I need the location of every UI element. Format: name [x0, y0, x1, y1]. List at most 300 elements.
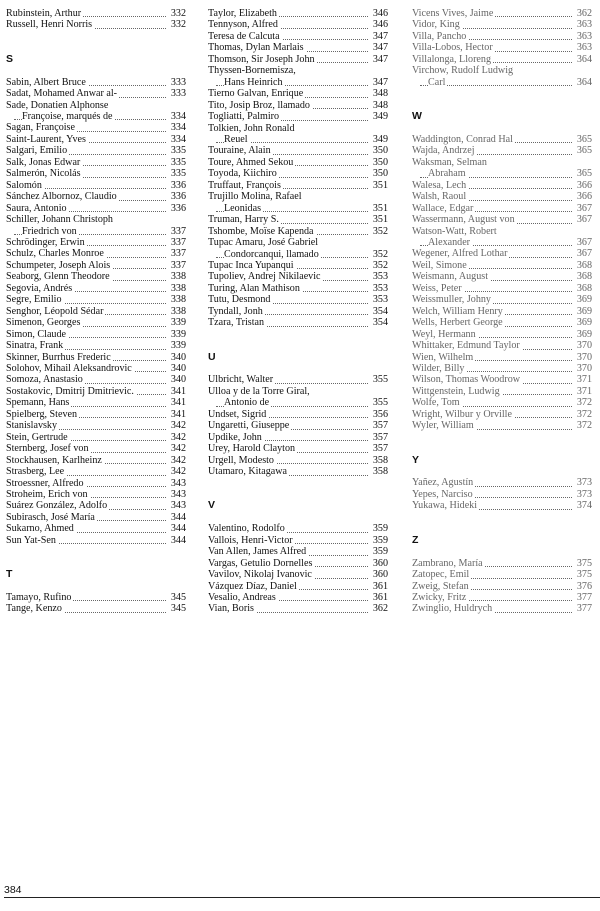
entry-name: Sukarno, Ahmed	[6, 523, 74, 535]
entry-page-number: 366	[576, 191, 592, 203]
entry-page-number: 363	[576, 42, 592, 54]
entry-page-number: 357	[372, 420, 388, 432]
index-column-2	[208, 8, 388, 615]
entry-name: Van Allen, James Alfred	[208, 546, 307, 558]
entry-name: Solohov, Mihail Aleksandrovic	[6, 363, 132, 374]
entry-name: Thomas, Dylan Marlais	[208, 42, 304, 54]
spacer	[6, 31, 186, 42]
entry-name: Salgari, Emilio	[6, 145, 68, 157]
entry-page-number: 374	[576, 500, 592, 512]
index-entry	[6, 226, 186, 237]
entry-name: Vian, Boris	[208, 603, 254, 615]
index-entry	[6, 134, 186, 145]
spacer	[208, 489, 388, 500]
entry-page-number: 342	[170, 431, 186, 443]
entry-name: Tange, Kenzo	[6, 603, 62, 615]
entry-name: Tyndall, Jonh	[208, 305, 263, 317]
entry-name: Schulz, Charles Monroe	[6, 248, 104, 260]
entry-page-number: 368	[576, 271, 592, 283]
entry-name: Taylor, Elizabeth	[208, 8, 277, 19]
entry-name: Wassermann, August von	[412, 214, 515, 226]
entry-page-number: 340	[170, 374, 186, 386]
entry-page-number: 358	[372, 454, 388, 466]
entry-page-number: 349	[372, 111, 388, 123]
entry-page-number: 348	[372, 88, 388, 100]
entry-name: Seaborg, Glenn Theodore	[6, 271, 110, 283]
index-entry	[412, 283, 592, 294]
index-entry	[208, 455, 388, 466]
entry-page-number: 340	[170, 363, 186, 374]
entry-name: Turing, Alan Mathison	[208, 282, 300, 294]
entry-name: Villalonga, Lloreng	[412, 53, 491, 65]
index-entry	[412, 248, 592, 259]
index-entry	[208, 111, 388, 122]
index-entry	[6, 397, 186, 408]
spacer	[208, 478, 388, 489]
spacer	[412, 123, 592, 134]
index-entry	[208, 466, 388, 477]
index-entry	[208, 420, 388, 431]
entry-page-number: 357	[372, 443, 388, 455]
entry-name: Ulbricht, Walter	[208, 374, 274, 386]
entry-name: Teresa de Calcuta	[208, 30, 280, 42]
entry-page-number: 339	[170, 340, 186, 352]
entry-page-number: 369	[576, 305, 592, 317]
entry-page-number: 354	[372, 317, 388, 329]
index-entry	[6, 386, 186, 397]
entry-name: Schumpeter, Joseph Alois	[6, 259, 111, 271]
index-entry	[6, 100, 186, 111]
entry-page-number: 365	[576, 133, 592, 145]
entry-page-number: 343	[170, 477, 186, 489]
entry-page-number: 333	[170, 76, 186, 88]
entry-page-number: 342	[170, 454, 186, 466]
index-entry	[412, 260, 592, 271]
entry-page-number: 341	[170, 397, 186, 409]
index-entry	[6, 191, 186, 202]
entry-name: Antonio de	[224, 397, 270, 409]
entry-name: Walsh, Raoul	[412, 191, 467, 203]
entry-name: Wells, Herbert George	[412, 317, 503, 329]
entry-name: Tupac Inca Yupanqui	[208, 259, 294, 271]
index-entry	[6, 535, 186, 546]
index-entry	[208, 581, 388, 592]
index-entry	[6, 157, 186, 168]
entry-name: Vavilov, Nikolaj Ivanovic	[208, 569, 312, 581]
index-entry	[208, 443, 388, 454]
index-entry	[412, 581, 592, 592]
entry-name: Friedrich von	[22, 225, 77, 237]
entry-name: Segre, Emilio	[6, 294, 62, 306]
entry-page-number: 364	[576, 53, 592, 65]
index-entry	[412, 134, 592, 145]
entry-name: Saura, Antonio	[6, 202, 67, 214]
index-entry	[412, 214, 592, 225]
entry-name: Suárez González, Adolfo	[6, 500, 108, 512]
entry-page-number: 365	[576, 168, 592, 180]
index-entry	[6, 317, 186, 328]
entry-page-number: 369	[576, 328, 592, 340]
entry-page-number: 357	[372, 431, 388, 443]
index-entry	[6, 203, 186, 214]
entry-page-number: 350	[372, 145, 388, 157]
entry-name: Weyl, Hermann	[412, 328, 476, 340]
index-entry	[412, 19, 592, 30]
entry-page-number: 335	[170, 156, 186, 168]
index-entry	[412, 409, 592, 420]
entry-page-number: 344	[170, 523, 186, 535]
index-entry	[412, 8, 592, 19]
entry-page-number: 368	[576, 282, 592, 294]
index-entry	[6, 8, 186, 19]
entry-name: Hans Heinrich	[224, 76, 283, 88]
entry-name: Segovia, Andrés	[6, 282, 73, 294]
entry-page-number: 370	[576, 363, 592, 374]
index-entry	[208, 134, 388, 145]
section-letter-s: S	[6, 52, 14, 65]
entry-name: Sade, Donatien Alphonse	[6, 99, 109, 111]
entry-page-number: 345	[170, 592, 186, 604]
entry-name: Wegener, Alfred Lothar	[412, 248, 508, 260]
entry-name: Toyoda, Kiichiro	[208, 168, 277, 180]
entry-name: Virchow, Rudolf Ludwig	[412, 65, 514, 77]
entry-name: Sostakovic, Dmitrij Dmitrievic.	[6, 385, 134, 397]
index-entry	[412, 54, 592, 65]
index-entry	[208, 306, 388, 317]
index-entry	[6, 237, 186, 248]
entry-name: Salomón	[6, 179, 42, 191]
entry-page-number: 350	[372, 168, 388, 180]
entry-name: Salmerón, Nicolás	[6, 168, 81, 180]
index-entry	[208, 569, 388, 580]
entry-name: Wien, Wilhelm	[412, 351, 474, 363]
index-entry	[208, 237, 388, 248]
entry-page-number: 336	[170, 179, 186, 191]
entry-name: Valentino, Rodolfo	[208, 523, 285, 535]
index-entry	[6, 271, 186, 282]
entry-name: Sinatra, Frank	[6, 340, 64, 352]
index-entry	[208, 294, 388, 305]
entry-name: Stroessner, Alfredo	[6, 477, 84, 489]
index-entry	[6, 122, 186, 133]
index-entry	[208, 145, 388, 156]
entry-page-number: 355	[372, 397, 388, 409]
index-entry	[208, 8, 388, 19]
entry-page-number: 367	[576, 248, 592, 260]
index-entry	[208, 226, 388, 237]
entry-name: Carl	[428, 76, 446, 88]
index-entry	[6, 489, 186, 500]
entry-page-number: 373	[576, 488, 592, 500]
entry-page-number: 332	[170, 8, 186, 19]
entry-name: Zweig, Stefan	[412, 580, 469, 592]
entry-name: Vallois, Henri-Victor	[208, 534, 293, 546]
index-entry	[412, 569, 592, 580]
entry-page-number: 376	[576, 580, 592, 592]
entry-name: Trujillo Molina, Rafael	[208, 191, 302, 203]
index-entry	[412, 237, 592, 248]
entry-name: Vargas, Getulio Dornelles	[208, 557, 313, 569]
entry-name: Simon, Claude	[6, 328, 67, 340]
entry-page-number: 346	[372, 8, 388, 19]
entry-page-number: 359	[372, 523, 388, 535]
section-letter-v: V	[208, 499, 216, 512]
index-entry	[412, 374, 592, 385]
index-entry	[412, 271, 592, 282]
index-entry	[208, 535, 388, 546]
index-entry	[6, 283, 186, 294]
entry-page-number: 371	[576, 374, 592, 386]
entry-page-number: 367	[576, 237, 592, 249]
entry-name: Tzara, Tristan	[208, 317, 265, 329]
entry-name: Weil, Simone	[412, 259, 467, 271]
entry-page-number: 336	[170, 191, 186, 203]
section-letter-z: Z	[412, 533, 419, 546]
entry-name: Updike, John	[208, 431, 262, 443]
entry-page-number: 334	[170, 111, 186, 123]
entry-name: Rubinstein, Arthur	[6, 8, 82, 19]
index-entry	[6, 466, 186, 477]
entry-name: Stroheim, Erich von	[6, 488, 88, 500]
entry-page-number: 344	[170, 511, 186, 523]
index-entry	[412, 603, 592, 614]
entry-name: Tupoliev, Andrej Nikilaevic	[208, 271, 321, 283]
index-entry	[412, 226, 592, 237]
entry-name: Abraham	[428, 168, 466, 180]
section-letter-t: T	[6, 568, 13, 581]
entry-name: Somoza, Anastasio	[6, 374, 83, 386]
entry-name: Welch, William Henry	[412, 305, 503, 317]
entry-page-number: 361	[372, 580, 388, 592]
entry-page-number: 352	[372, 259, 388, 271]
entry-page-number: 335	[170, 145, 186, 157]
entry-name: Simenon, Georges	[6, 317, 81, 329]
index-entry	[208, 157, 388, 168]
entry-page-number: 362	[372, 603, 388, 615]
entry-name: Ungaretti, Giuseppe	[208, 420, 290, 432]
entry-name: Thomson, Sir Joseph John	[208, 53, 315, 65]
entry-page-number: 351	[372, 214, 388, 226]
entry-name: Villa-Lobos, Hector	[412, 42, 493, 54]
spacer	[6, 65, 186, 76]
index-entry	[6, 603, 186, 614]
index-entry	[208, 77, 388, 88]
index-entry	[412, 352, 592, 363]
entry-name: Tierno Galvan, Enrique	[208, 88, 304, 100]
entry-name: Yukawa, Hideki	[412, 500, 478, 512]
index-entry	[6, 352, 186, 363]
index-entry	[208, 168, 388, 179]
entry-page-number: 351	[372, 202, 388, 214]
entry-name: Stockhausen, Karlheinz	[6, 454, 102, 466]
index-entry	[412, 477, 592, 488]
entry-page-number: 358	[372, 466, 388, 478]
index-entry	[208, 214, 388, 225]
entry-page-number: 356	[372, 408, 388, 420]
index-column-3	[412, 8, 592, 615]
entry-name: Wright, Wilbur y Orville	[412, 408, 512, 420]
index-entry	[412, 180, 592, 191]
entry-page-number: 371	[576, 385, 592, 397]
entry-name: Wallace, Edgar	[412, 202, 474, 214]
entry-name: Skinner, Burrhus Frederic	[6, 351, 111, 363]
entry-page-number: 341	[170, 408, 186, 420]
entry-page-number: 343	[170, 500, 186, 512]
entry-name: Sternberg, Josef von	[6, 443, 89, 455]
entry-page-number: 372	[576, 420, 592, 432]
entry-name: Waksman, Selman	[412, 156, 487, 168]
index-entry	[6, 592, 186, 603]
index-entry	[412, 558, 592, 569]
entry-page-number: 365	[576, 145, 592, 157]
spacer	[6, 558, 186, 569]
spacer	[6, 42, 186, 53]
index-entry	[6, 523, 186, 534]
entry-page-number: 369	[576, 317, 592, 329]
entry-name: Tito, Josip Broz, llamado	[208, 99, 310, 111]
entry-name: Truman, Harry S.	[208, 214, 279, 226]
entry-page-number: 360	[372, 569, 388, 581]
entry-name: Zatopec, Emil	[412, 569, 470, 581]
entry-name: Spemann, Hans	[6, 397, 70, 409]
entry-page-number: 340	[170, 351, 186, 363]
spacer	[6, 546, 186, 557]
entry-name: Tutu, Desmond	[208, 294, 271, 306]
index-entry	[412, 317, 592, 328]
entry-name: Leonidas	[224, 202, 261, 214]
entry-page-number: 353	[372, 271, 388, 283]
index-entry	[412, 592, 592, 603]
spacer	[208, 329, 388, 340]
index-entry	[208, 592, 388, 603]
entry-name: Russell, Henri Norris	[6, 19, 93, 31]
index-entry	[6, 329, 186, 340]
index-entry	[208, 249, 388, 260]
entry-name: Reuel	[224, 133, 248, 145]
entry-name: Togliatti, Palmiro	[208, 111, 280, 123]
index-entry	[412, 489, 592, 500]
index-entry	[6, 248, 186, 259]
entry-name: Wittgenstein, Ludwig	[412, 385, 500, 397]
spacer	[208, 363, 388, 374]
index-entry	[6, 19, 186, 30]
entry-name: Subirasch, José María	[6, 511, 95, 523]
section-letter-u: U	[208, 350, 216, 363]
index-entry	[208, 603, 388, 614]
spacer	[412, 523, 592, 534]
entry-page-number: 370	[576, 340, 592, 352]
entry-name: Vidor, King	[412, 19, 460, 31]
spacer	[412, 466, 592, 477]
entry-page-number: 337	[170, 248, 186, 260]
entry-name: Watson-Watt, Robert	[412, 225, 497, 237]
entry-name: Thyssen-Bornemisza,	[208, 65, 296, 77]
index-entry	[412, 306, 592, 317]
entry-name: Tshombe, Moïse Kapenda	[208, 225, 314, 237]
entry-page-number: 372	[576, 397, 592, 409]
entry-name: Spielberg, Steven	[6, 408, 78, 420]
entry-name: Waddington, Conrad Hal	[412, 133, 513, 145]
index-entry	[412, 203, 592, 214]
entry-page-number: 347	[372, 30, 388, 42]
index-entry	[6, 500, 186, 511]
index-entry	[208, 523, 388, 534]
index-entry	[6, 455, 186, 466]
entry-name: Stein, Gertrude	[6, 431, 68, 443]
index-entry	[208, 558, 388, 569]
entry-page-number: 338	[170, 294, 186, 306]
entry-page-number: 372	[576, 408, 592, 420]
entry-page-number: 338	[170, 271, 186, 283]
entry-page-number: 350	[372, 156, 388, 168]
entry-name: Weiss, Peter	[412, 282, 462, 294]
entry-name: Whittaker, Edmund Taylor	[412, 340, 520, 352]
footer-rule	[4, 897, 600, 898]
entry-page-number: 359	[372, 534, 388, 546]
entry-name: Sadat, Mohamed Anwar al-	[6, 88, 118, 100]
index-entry	[208, 123, 388, 134]
entry-page-number: 342	[170, 466, 186, 478]
spacer	[412, 432, 592, 443]
entry-name: Sabin, Albert Bruce	[6, 76, 86, 88]
index-entry	[208, 191, 388, 202]
entry-name: Undset, Sigrid	[208, 408, 267, 420]
entry-name: Wilder, Billy	[412, 363, 465, 374]
index-entry	[208, 42, 388, 53]
entry-name: Schrödinger, Erwin	[6, 237, 85, 249]
entry-name: Alexander	[428, 237, 471, 249]
index-entry	[412, 294, 592, 305]
entry-name: Wajda, Andrzej	[412, 145, 475, 157]
page-number: 384	[4, 884, 22, 896]
index-entry	[6, 432, 186, 443]
index-entry	[412, 42, 592, 53]
entry-name: Vicens Vives, Jaime	[412, 8, 494, 19]
entry-page-number: 345	[170, 603, 186, 615]
index-entry	[412, 340, 592, 351]
index-entry	[412, 500, 592, 511]
index-entry	[208, 88, 388, 99]
entry-page-number: 353	[372, 282, 388, 294]
entry-page-number: 375	[576, 557, 592, 569]
entry-page-number: 347	[372, 42, 388, 54]
entry-name: Weismann, August	[412, 271, 489, 283]
entry-name: Wolfe, Tom	[412, 397, 460, 409]
spacer	[208, 340, 388, 351]
entry-page-number: 337	[170, 237, 186, 249]
entry-page-number: 377	[576, 591, 592, 603]
index-entry	[208, 546, 388, 557]
entry-page-number: 363	[576, 30, 592, 42]
entry-page-number: 338	[170, 282, 186, 294]
index-entry	[412, 329, 592, 340]
entry-page-number: 337	[170, 225, 186, 237]
index-entry	[208, 180, 388, 191]
index-entry	[208, 409, 388, 420]
index-entry	[6, 88, 186, 99]
entry-page-number: 347	[372, 53, 388, 65]
section-letter-w: W	[412, 110, 422, 123]
spacer	[6, 581, 186, 592]
entry-name: Sagan, Françoise	[6, 122, 75, 134]
entry-name: Tupac Amaru, José Gabriel	[208, 237, 319, 249]
index-entry	[412, 145, 592, 156]
index-entry	[208, 31, 388, 42]
index-entry	[6, 420, 186, 431]
entry-page-number: 336	[170, 202, 186, 214]
entry-name: Zambrano, María	[412, 557, 483, 569]
entry-name: Schiller, Johann Christoph	[6, 214, 113, 226]
